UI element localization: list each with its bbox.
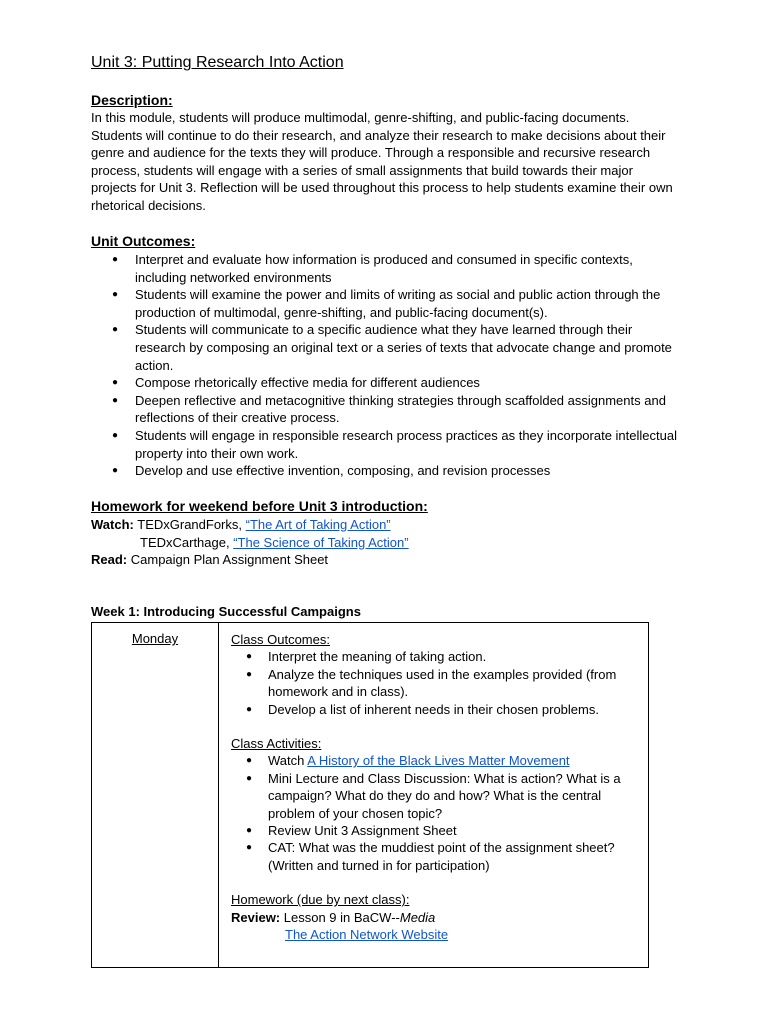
homework-heading: Homework for weekend before Unit 3 introduction: — [91, 498, 428, 514]
class-outcome-item: ● Interpret the meaning of taking action. — [231, 648, 641, 665]
watch-source-1: TEDxGrandForks, — [137, 517, 242, 532]
outcomes-heading: Unit Outcomes: — [91, 233, 196, 249]
outcome-item: ● Deepen reflective and metacognitive thinking strategies through scaffolded assignments and reflections of their creative process. — [91, 392, 681, 427]
description-text: In this module, students will produce multimodal, genre-shifting, and public-facing documents. Students will continue to do their research, and analyze their research to make decisions about their genre and audience for the texts they will produce. Through a responsible and recursive research process, students will engage with a series of small assignments that build towards their major projects for Unit 3. Reflection will be used throughout this process to help students examine their own rhetorical decisions. — [91, 110, 673, 213]
watch-label: Watch: — [91, 517, 134, 532]
science-of-taking-action-link[interactable]: “The Science of Taking Action” — [233, 535, 409, 550]
outcome-item: ● Interpret and evaluate how information is produced and consumed in specific contexts, including networked environments — [91, 251, 681, 286]
art-of-taking-action-link[interactable]: “The Art of Taking Action” — [245, 517, 391, 532]
outcome-item: ● Students will examine the power and limits of writing as social and public action through the production of multimodal, genre-shifting, and public-facing document(s). — [91, 286, 681, 321]
watch-line-2 — [140, 534, 409, 551]
read-label: Read: — [91, 552, 128, 567]
week1-schedule-table — [91, 622, 649, 968]
week1-heading: Week 1: Introducing Successful Campaigns — [91, 604, 361, 619]
outcome-item: ● Students will engage in responsible research process practices as they incorporate intellectual property into their own work. — [91, 427, 681, 462]
outcome-item: ● Students will communicate to a specific audience what they have learned through their research by composing an original text or a series of texts that advocate change and promote action. — [91, 321, 681, 374]
outcomes-list — [91, 251, 681, 480]
class-activity-item: ● Mini Lecture and Class Discussion: What is action? What is a campaign? What do they do and how? What is the central problem of your chosen topic? — [231, 770, 641, 822]
outcome-item: ● Develop and use effective invention, composing, and revision processes — [91, 462, 681, 480]
description-heading: Description: — [91, 92, 173, 108]
read-text: Campaign Plan Assignment Sheet — [130, 552, 329, 567]
monday-plan-cell — [231, 631, 641, 944]
day-label-monday: Monday — [131, 631, 179, 646]
page-title: Unit 3: Putting Research Into Action — [91, 54, 344, 71]
review-line — [231, 909, 641, 926]
blm-history-link[interactable]: A History of the Black Lives Matter Movement — [307, 753, 570, 769]
class-activity-item — [231, 752, 641, 769]
read-line — [91, 551, 328, 568]
class-outcomes-list — [231, 648, 641, 718]
outcome-item: ● Compose rhetorically effective media for different audiences — [91, 374, 681, 392]
action-network-link[interactable]: The Action Network Website — [285, 927, 449, 943]
activity-watch-prefix: Watch — [268, 753, 305, 769]
homework-due-label: Homework (due by next class): — [231, 892, 410, 908]
table-column-divider — [218, 623, 219, 967]
review-label: Review: — [231, 909, 281, 925]
class-outcome-item: ● Analyze the techniques used in the examples provided (from homework and in class). — [231, 666, 641, 701]
review-link-line — [231, 926, 641, 943]
class-activities-label: Class Activities: — [231, 736, 322, 752]
class-activity-item: ● CAT: What was the muddiest point of the assignment sheet? (Written and turned in for participation) — [231, 839, 641, 874]
review-italic: Media — [399, 909, 436, 925]
class-activity-item: ● Review Unit 3 Assignment Sheet — [231, 822, 641, 839]
class-outcome-item: ● Develop a list of inherent needs in their chosen problems. — [231, 701, 641, 718]
review-text: Lesson 9 in BaCW-- — [283, 909, 400, 925]
class-outcomes-label: Class Outcomes: — [231, 632, 330, 647]
watch-source-2: TEDxCarthage, — [140, 535, 230, 550]
class-activities-list — [231, 752, 641, 874]
watch-line-1 — [91, 516, 391, 533]
